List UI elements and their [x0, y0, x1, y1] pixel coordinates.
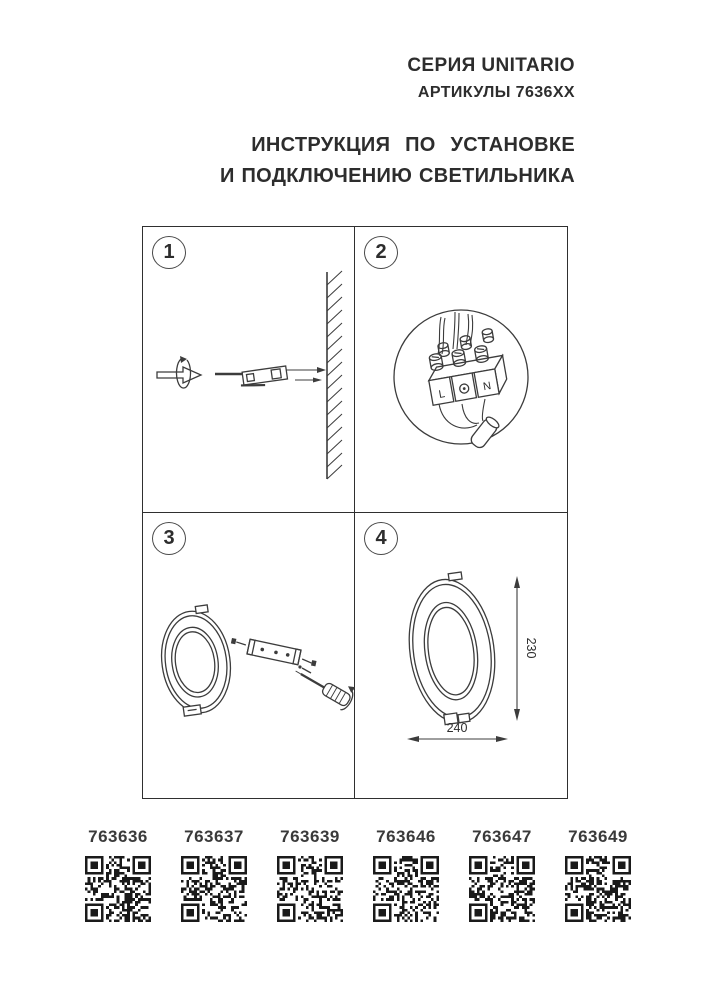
width-dimension-label: 240 [446, 720, 468, 735]
product-list [70, 827, 646, 922]
insert-arrowhead-1 [317, 367, 326, 373]
step-number-badge [364, 522, 398, 555]
ring-fixture [155, 602, 237, 717]
instruction-grid [142, 226, 568, 799]
insert-arrowhead-2 [313, 378, 322, 383]
product-item [166, 827, 262, 922]
rotation-loop-icon [177, 359, 191, 388]
title-line-2: И ПОДКЛЮЧЕНИЮ СВЕТИЛЬНИКА [219, 165, 575, 187]
qr-code [469, 856, 535, 922]
step-panel-1 [143, 227, 355, 513]
bracket-assembly-drawing [143, 513, 355, 799]
step-panel-2 [355, 227, 567, 513]
height-dimension-label: 230 [524, 637, 538, 658]
product-item [358, 827, 454, 922]
step-number: 4 [375, 526, 387, 549]
fixture-dimensions-drawing [355, 513, 567, 799]
qr-code [181, 856, 247, 922]
step-number: 1 [163, 241, 175, 263]
height-dimension [514, 576, 538, 721]
step-number-badge [152, 522, 186, 555]
articles-title: АРТИКУЛЫ 7636XX [417, 84, 575, 101]
turn-arrow-icon [157, 367, 201, 383]
width-dimension [407, 721, 508, 742]
fixing-screw [298, 665, 311, 673]
qr-code [85, 856, 151, 922]
product-item [262, 827, 358, 922]
series-title: СЕРИЯ UNITARIO [407, 55, 575, 76]
screwdriver-icon [290, 657, 355, 712]
product-code: 763646 [376, 827, 436, 846]
wall-hatching [327, 271, 342, 479]
product-item [550, 827, 646, 922]
qr-code [373, 856, 439, 922]
step-number-badge [152, 236, 186, 269]
mounting-bracket [229, 635, 318, 668]
supply-wires [438, 312, 473, 354]
step-number: 3 [163, 526, 175, 549]
product-code: 763637 [184, 827, 244, 846]
page-title [220, 134, 575, 188]
product-code: 763639 [280, 827, 340, 846]
wiring-detail-drawing [355, 227, 567, 513]
qr-code [277, 856, 343, 922]
title-line-1: ИНСТРУКЦИЯ ПО УСТАНОВКЕ [251, 134, 575, 156]
terminal-label-neutral: N [482, 379, 493, 394]
anchor-bracket [239, 366, 288, 388]
ring-fixture [400, 568, 504, 727]
product-item [454, 827, 550, 922]
header [407, 55, 575, 102]
product-code: 763647 [472, 827, 532, 846]
terminal-label-live: L [437, 388, 446, 401]
rotation-arrowhead [180, 356, 187, 363]
wall-mounting-drawing [143, 227, 355, 513]
product-item [70, 827, 166, 922]
step-number: 2 [375, 241, 387, 263]
product-code: 763649 [568, 827, 628, 846]
terminal-block [422, 327, 509, 405]
product-code: 763636 [88, 827, 148, 846]
qr-code [565, 856, 631, 922]
step-number-badge [364, 236, 398, 269]
step-panel-3 [143, 513, 355, 799]
step-panel-4 [355, 513, 567, 799]
